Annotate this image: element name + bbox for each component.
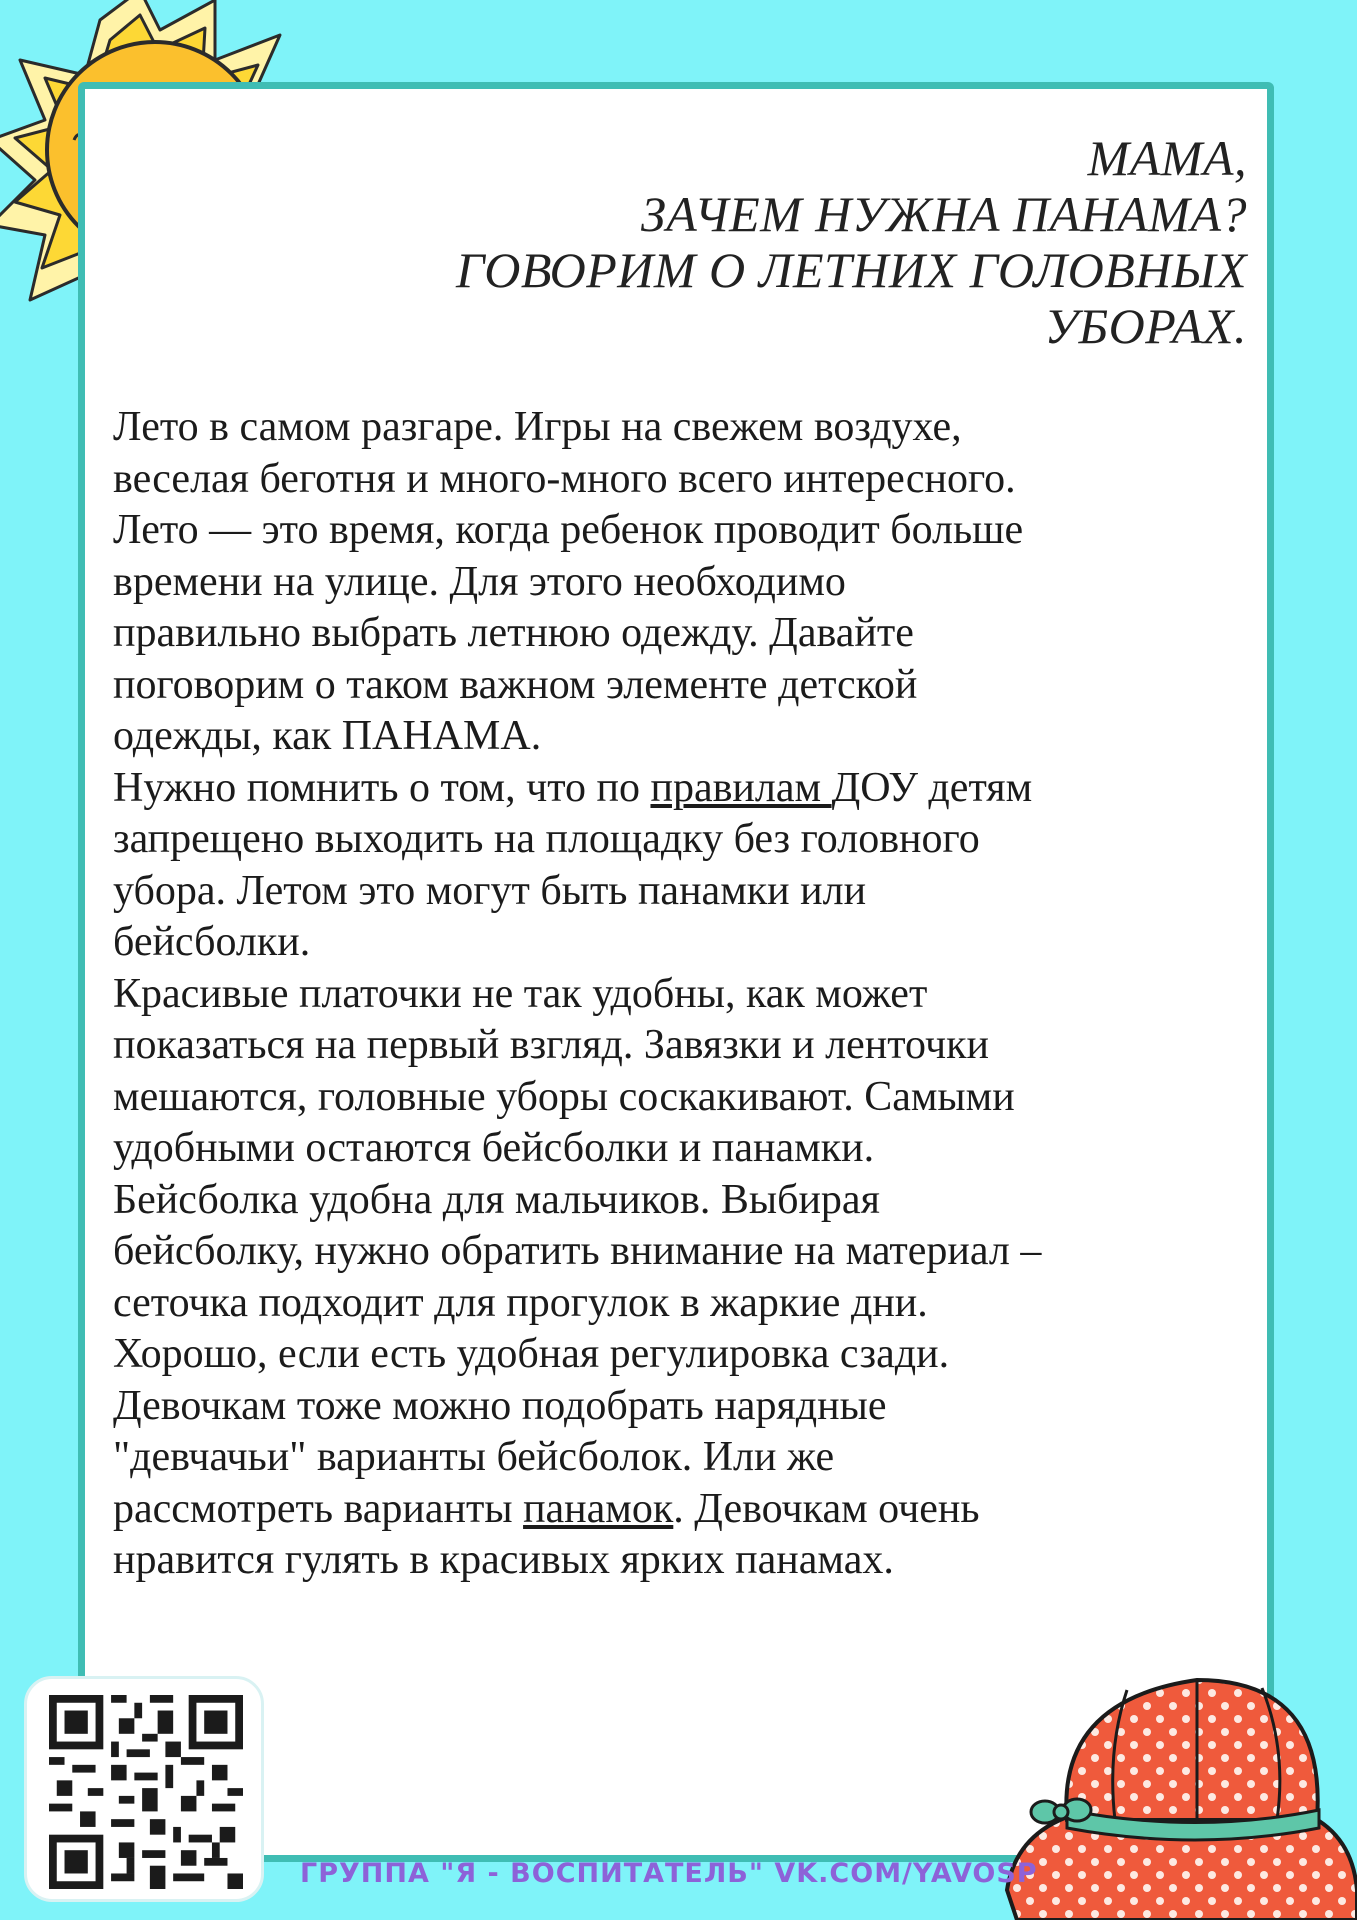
text-line: убора. Летом это могут быть панамки или [113, 867, 867, 914]
text-line: удобными остаются бейсболки и панамки. [113, 1125, 875, 1171]
text-fragment: . Девочкам очень [673, 1485, 980, 1532]
title-line: ГОВОРИМ О ЛЕТНИХ ГОЛОВНЫХ [456, 242, 1247, 298]
text-line: Лето в самом разгаре. Игры на свежем воздухе, [113, 404, 962, 450]
text-line: бейсболки. [113, 919, 311, 965]
title-line: УБОРАХ. [1044, 298, 1247, 354]
text-line: поговорим о таком важном элементе детской [113, 661, 918, 708]
text-line: запрещено выходить на площадку без головного [113, 816, 980, 862]
text-line: бейсболку, нужно обратить внимание на материал – [113, 1228, 1042, 1274]
text-line: "девчачьи" варианты бейсболок. Или же [113, 1434, 835, 1480]
text-line: мешаются, головные уборы соскакивают. Самыми [113, 1073, 1015, 1120]
page-title [247, 130, 1247, 354]
footer-group-link[interactable]: ГРУППА "Я - ВОСПИТАТЕЛЬ" VK.COM/YAVOSP [300, 1858, 1038, 1889]
text-line: Лето — это время, когда ребенок проводит больше [113, 507, 1024, 553]
title-line: МАМА, [1087, 130, 1247, 186]
rules-link[interactable]: правилам [650, 764, 832, 811]
text-fragment: рассмотреть варианты [113, 1485, 524, 1532]
text-line: Девочкам тоже можно подобрать нарядные [113, 1382, 887, 1429]
text-line: нравится гулять в красивых ярких панамах. [113, 1537, 894, 1583]
text-line: времени на улице. Для этого необходимо [113, 558, 846, 605]
text-line: одежды, как ПАНАМА. [113, 713, 542, 759]
panama-link[interactable]: панамок [523, 1485, 674, 1532]
article-body [113, 402, 1263, 1587]
qr-code-card[interactable] [24, 1676, 264, 1902]
text-fragment: ДОУ детям [831, 764, 1033, 811]
qr-code-icon [49, 1695, 243, 1889]
text-line: Бейсболка удобна для мальчиков. Выбирая [113, 1176, 880, 1223]
text-line: правильно выбрать летнюю одежду. Давайте [113, 610, 914, 656]
title-line: ЗАЧЕМ НУЖНА ПАНАМА? [641, 186, 1247, 242]
text-line [113, 1484, 1263, 1536]
text-line: Красивые платочки не так удобны, как может [113, 970, 928, 1017]
text-line [113, 763, 1263, 815]
text-line: веселая беготня и много-много всего интересного. [113, 455, 1016, 502]
text-line: сеточка подходит для прогулок в жаркие дни. [113, 1279, 928, 1326]
text-fragment: Нужно помнить о том, что по [113, 764, 651, 811]
text-line: показаться на первый взгляд. Завязки и ленточки [113, 1022, 989, 1068]
text-line: Хорошо, если есть удобная регулировка сзади. [113, 1331, 950, 1377]
